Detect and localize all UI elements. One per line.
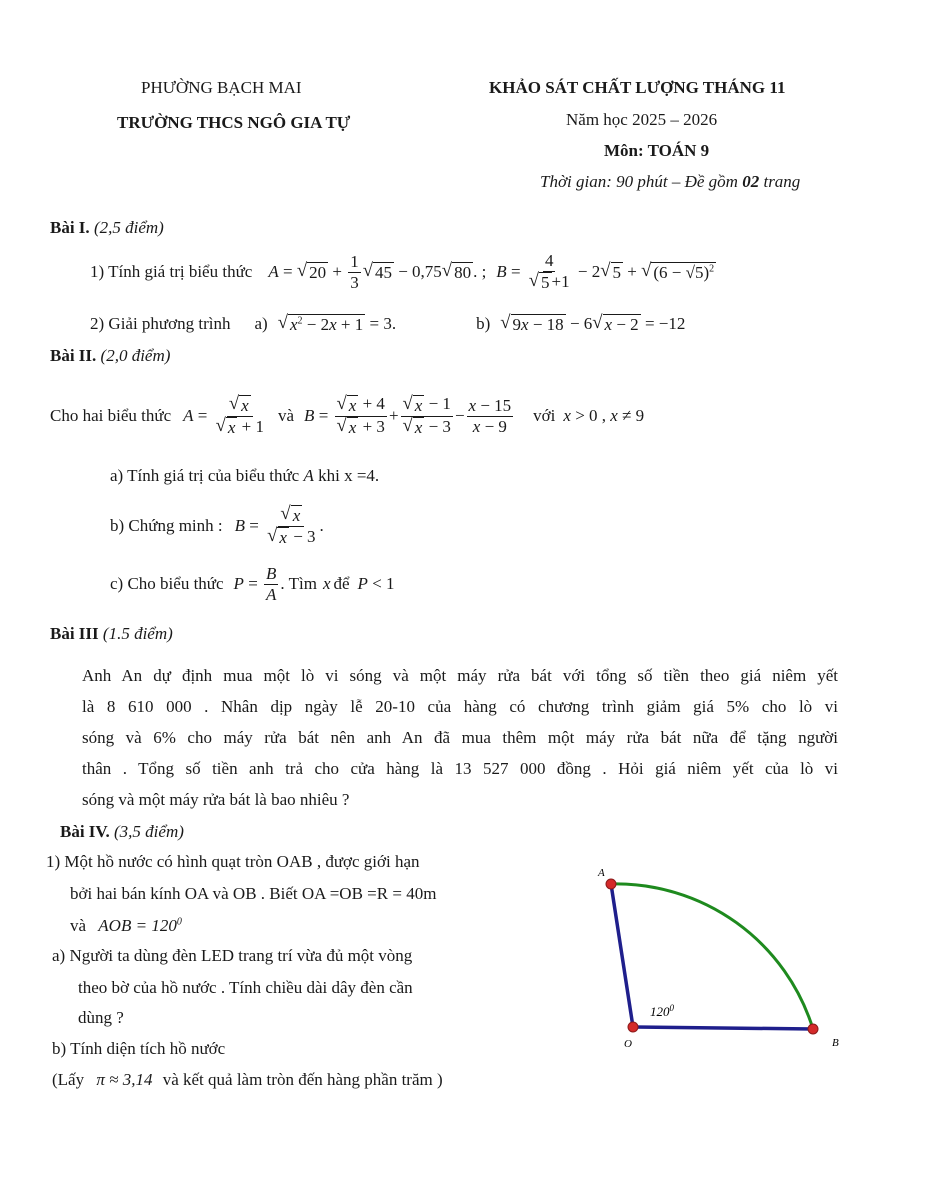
equation-b: √ 9x − 18 − 6 √ x − 2 = −12 (500, 312, 686, 334)
expr-b: B = √ x + 4 √ x + 3 + √ x − 1 √ x − 3 − $\frac{x - 15}{x - 9}$ (304, 392, 512, 438)
bai3-line: sóng và một máy rửa bát là bao nhiêu ? (82, 790, 350, 809)
label-a: A (598, 867, 605, 879)
bai4-points: (3,5 điểm) (114, 822, 184, 841)
formula-a: A = √ 20 + $\frac{1}{3}$ √ 45 − 0,75 √ 80 . ; (268, 251, 487, 292)
exam-title: KHẢO SÁT CHẤT LƯỢNG THÁNG 11 (489, 78, 786, 97)
bai1-q1 (90, 247, 716, 297)
point-a (606, 879, 616, 889)
expr-a: A = √ x √ x + 1 (183, 392, 264, 438)
var-x: x (322, 574, 331, 593)
bai2-qc (110, 558, 395, 610)
bai2-qb (110, 500, 324, 552)
angle-label-degree: 0 (669, 1003, 674, 1013)
label-b: B (832, 1037, 839, 1049)
time-note-tail: trang (759, 172, 801, 191)
bai4-angle-line (70, 916, 182, 936)
bai4-line-b: b) Tính diện tích hồ nước (52, 1039, 226, 1058)
bai2-qc-tail: để (333, 574, 350, 593)
bai4-line-a1: a) Người ta dùng đèn LED trang trí vừa đủ một vòng (52, 946, 413, 965)
bai4-line-2: bởi hai bán kính OA và OB . Biết OA =OB =R = 40m (70, 884, 437, 903)
sector-arc (611, 884, 813, 1029)
bai1-title: Bài I. (50, 218, 90, 237)
bai3-body (82, 660, 838, 815)
point-b (808, 1024, 818, 1034)
bai1-q2a-label: a) (254, 314, 268, 334)
bai4-note (52, 1070, 443, 1090)
bai2-intro (50, 388, 644, 444)
bai2-heading (50, 346, 170, 366)
bai2-points: (2,0 điểm) (100, 346, 171, 365)
radius-ob (633, 1027, 813, 1029)
label-o: O (624, 1038, 632, 1050)
bai1-q2 (90, 314, 685, 335)
bai4-line-a3: dùng ? (78, 1008, 124, 1027)
bai2-title: Bài II. (50, 346, 97, 365)
condition: x > 0 , x ≠ 9 (563, 406, 645, 425)
bai4-title: Bài IV. (60, 822, 110, 841)
bai3-line: sóng và 6% cho máy rửa bát nên anh An đã mua thêm một máy rửa bát nữa để tặng người (82, 728, 838, 747)
bai1-heading (50, 218, 164, 238)
bai3-line: Anh An dự định mua một lò vi sóng và một máy rửa bát với tổng số tiền theo giá niêm yết (82, 666, 838, 685)
bai2-qc-mid: . Tìm (280, 574, 317, 593)
time-note-text: Thời gian: 90 phút – Đề gồm (540, 172, 743, 191)
ward-name: PHƯỜNG BẠCH MAI (141, 78, 302, 97)
bai3-line: là 8 610 000 . Nhân dịp ngày lễ 20-10 của hàng có chương trình giảm giá 5% cho lò vi (82, 697, 838, 716)
angle-degree: 0 (176, 916, 182, 928)
subject: Môn: TOÁN 9 (604, 141, 710, 160)
formula-b: B = 4 √ 5 +1 − 2 √ 5 + √ $(6 - √5)^2$ (496, 251, 715, 293)
bai1-q2-label: 2) Giải phương trình (90, 314, 231, 334)
p-condition: P < 1 (357, 574, 395, 593)
bai3-heading (50, 624, 173, 644)
bai1-points: (2,5 điểm) (93, 218, 164, 237)
bai4-line-a2: theo bờ của hồ nước . Tính chiều dài dây đèn cần (78, 978, 413, 997)
angle-expr-text: AOB = 120 (98, 916, 177, 935)
bai2-qb-text: b) Chứng minh : (110, 516, 223, 535)
angle-expr (98, 916, 182, 935)
prove-expr: B = √ x √ x − 3 . (234, 502, 324, 548)
school-name: TRƯỜNG THCS NGÔ GIA TỰ (117, 113, 351, 132)
bai3-points: (1.5 điểm) (102, 624, 173, 643)
var-a: A (303, 466, 314, 485)
point-o (628, 1022, 638, 1032)
angle-label (650, 1003, 675, 1019)
bai3-line: thân . Tổng số tiền anh trả cho cửa hàng là 13 527 000 đồng . Hỏi giá niêm yết của lò vi (82, 759, 838, 778)
equation-a: √ $x^2 - 2x + 1$ = 3. (277, 312, 397, 334)
bai1-q1-label: 1) Tính giá trị biểu thức (90, 262, 253, 281)
time-note (540, 172, 800, 192)
angle-label-value: 120 (650, 1004, 670, 1019)
bai2-qc-text: c) Cho biểu thức (110, 574, 224, 593)
p-expr: P = $\frac{B}{A}$ (233, 563, 277, 604)
bai2-qa (110, 466, 379, 486)
bai2-intro-text: Cho hai biểu thức (50, 406, 172, 425)
note-open: (Lấy (52, 1070, 85, 1089)
and-word: và (278, 406, 295, 425)
pi-approx: π ≈ 3,14 (96, 1070, 153, 1089)
bai1-q2b-label: b) (476, 314, 491, 334)
note-tail: và kết quả làm tròn đến hàng phần trăm ) (162, 1070, 443, 1089)
bai4-heading (60, 822, 184, 842)
with-word: với (533, 406, 556, 425)
bai3-title: Bài III (50, 624, 99, 643)
radius-oa (611, 884, 633, 1027)
bai2-qa-text: a) Tính giá trị của biểu thức (110, 466, 300, 485)
bai4-line-1: 1) Một hồ nước có hình quạt tròn OAB , được giới hạn (46, 852, 420, 871)
and-word-2: và (70, 916, 87, 935)
school-year: Năm học 2025 – 2026 (566, 110, 718, 129)
bai2-qa-tail: khi x =4. (318, 466, 380, 485)
page-count: 02 (742, 172, 760, 191)
